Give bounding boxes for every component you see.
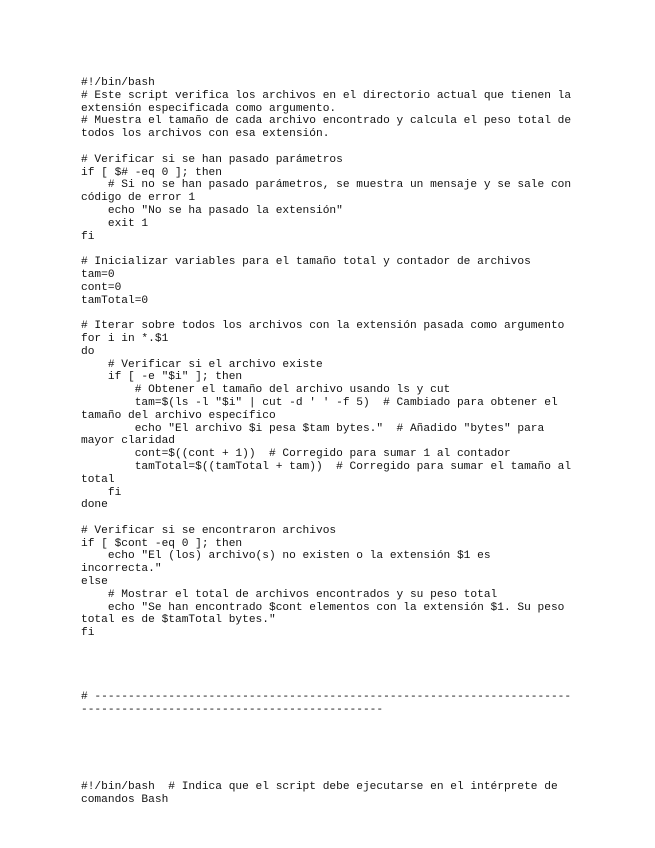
code-line: for i in *.$1	[81, 332, 169, 345]
code-line: # Si no se han pasado parámetros, se muestra un mensaje y se sale con	[81, 179, 572, 192]
code-line: # Mostrar el total de archivos encontrados y su peso total	[81, 588, 498, 601]
code-line: total es de $tamTotal bytes."	[81, 614, 276, 627]
code-line: #!/bin/bash # Indica que el script debe ejecutarse en el intérprete de	[81, 780, 558, 793]
code-line: código de error 1	[81, 192, 196, 205]
code-line: # Verificar si el archivo existe	[81, 358, 323, 371]
code-line: # Este script verifica los archivos en el directorio actual que tienen la	[81, 89, 572, 102]
code-line: tamTotal=0	[81, 294, 149, 307]
code-line: echo "No se ha pasado la extensión"	[81, 204, 343, 217]
code-line: tamTotal=$((tamTotal + tam)) # Corregido para sumar el tamaño al	[81, 460, 572, 473]
code-line: else	[81, 576, 108, 589]
code-line: comandos Bash	[81, 793, 169, 806]
code-line	[81, 512, 581, 525]
code-line	[81, 653, 581, 666]
code-line: exit 1	[81, 217, 149, 230]
code-line: # Muestra el tamaño de cada archivo encontrado y calcula el peso total de	[81, 115, 572, 128]
code-line	[81, 666, 581, 679]
code-line	[81, 640, 581, 653]
code-line: # Verificar si se han pasado parámetros	[81, 153, 343, 166]
code-line: fi	[81, 230, 95, 243]
code-line: tamaño del archivo específico	[81, 409, 276, 422]
code-line: tam=$(ls -l "$i" | cut -d ' ' -f 5) # Cambiado para obtener el	[81, 396, 558, 409]
code-line: # Verificar si se encontraron archivos	[81, 524, 337, 537]
code-line: if [ -e "$i" ]; then	[81, 371, 243, 384]
code-line: if [ $# -eq 0 ]; then	[81, 166, 222, 179]
code-line: mayor claridad	[81, 435, 175, 448]
code-line: # -----------------------------------------------------------------------	[81, 691, 572, 704]
code-line: echo "Se han encontrado $cont elementos con la extensión $1. Su peso	[81, 601, 565, 614]
code-line	[81, 141, 581, 154]
code-line: ---------------------------------------------	[81, 704, 384, 717]
code-line: cont=$((cont + 1)) # Corregido para sumar 1 al contador	[81, 448, 511, 461]
code-line	[81, 307, 581, 320]
code-line	[81, 742, 581, 755]
code-line: do	[81, 345, 95, 358]
code-line: echo "El (los) archivo(s) no existen o la extensión $1 es	[81, 550, 491, 563]
code-line: # Iterar sobre todos los archivos con la extensión pasada como argumento	[81, 320, 565, 333]
code-line: #!/bin/bash	[81, 77, 155, 89]
code-line: todos los archivos con esa extensión.	[81, 128, 330, 141]
code-line	[81, 678, 581, 691]
code-line: cont=0	[81, 281, 122, 294]
code-line: echo "El archivo $i pesa $tam bytes." # Añadido "bytes" para	[81, 422, 545, 435]
code-line: fi	[81, 486, 122, 499]
code-line: incorrecta."	[81, 563, 162, 576]
code-line: # Inicializar variables para el tamaño total y contador de archivos	[81, 256, 531, 269]
code-line	[81, 730, 581, 743]
code-line: extensión especificada como argumento.	[81, 102, 337, 115]
code-line: fi	[81, 627, 95, 640]
code-line: # Obtener el tamaño del archivo usando ls y cut	[81, 384, 451, 397]
code-line	[81, 243, 581, 256]
code-line: if [ $cont -eq 0 ]; then	[81, 537, 243, 550]
script-code-block	[81, 77, 581, 806]
code-line: done	[81, 499, 108, 512]
code-line	[81, 768, 581, 781]
code-line	[81, 717, 581, 730]
code-line	[81, 755, 581, 768]
code-line: total	[81, 473, 115, 486]
code-line: tam=0	[81, 268, 115, 281]
